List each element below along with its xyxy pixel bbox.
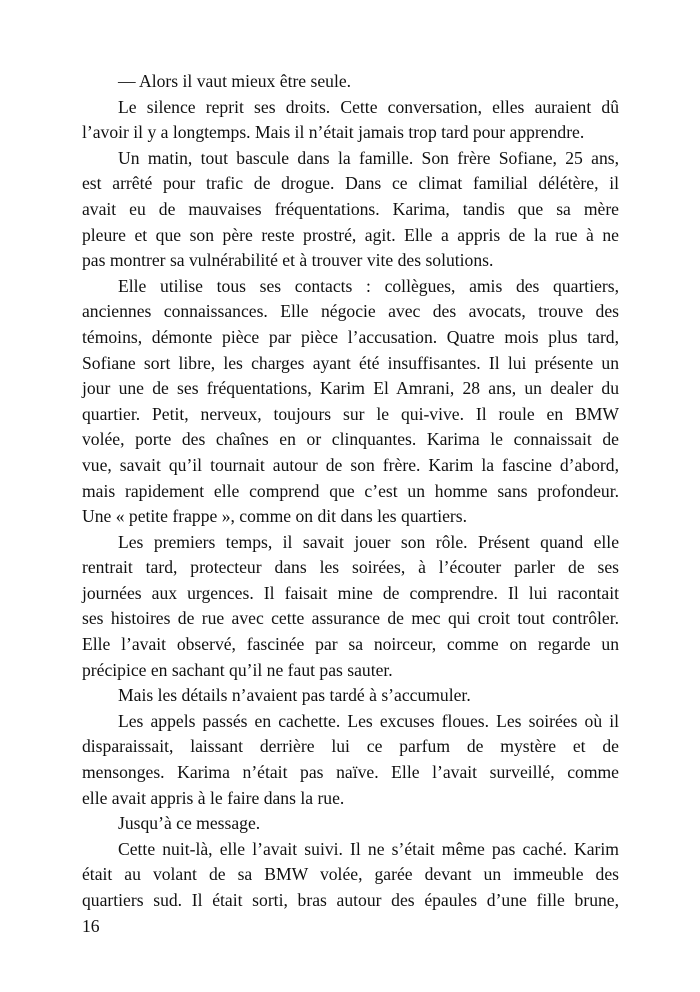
text-line: pleure et que son père reste prostré, agit. Elle a appris de la rue à ne [82,224,619,245]
paragraph [82,274,619,530]
text-line: Elle utilise tous ses contacts : collègues, amis des quartiers, [118,275,619,296]
text-line: jour une de ses fréquentations, Karim El Amrani, 28 ans, un dealer du [82,378,619,399]
text-line: Les appels passés en cachette. Les excuses floues. Les soirées où il [118,710,619,731]
text-line: précipice en sachant qu’il ne faut pas sauter. [82,659,393,680]
text-line: quartier. Petit, nerveux, toujours sur le qui-vive. Il roule en BMW [82,403,619,424]
text-line: Cette nuit-là, elle l’avait suivi. Il ne s’était même pas caché. Karim [118,838,619,859]
text-line: disparaissait, laissant derrière lui ce parfum de mystère et de [82,736,619,757]
text-line: vue, savait qu’il tournait autour de son frère. Karim la fascine d’abord, [82,454,619,475]
text-line: Le silence reprit ses droits. Cette conversation, elles auraient dû [118,96,619,117]
text-line: journées aux urgences. Il faisait mine de comprendre. Il lui racontait [82,582,619,603]
text-line: quartiers sud. Il était sorti, bras autour des épaules d’une fille brune, [82,890,619,910]
paragraph [82,811,619,837]
text-line: mais rapidement elle comprend que c’est un homme sans profondeur. [82,480,619,501]
paragraph [82,69,619,95]
paragraph [82,709,619,811]
text-line: était au volant de sa BMW volée, garée devant un immeuble des [82,864,619,885]
text-line: — Alors il vaut mieux être seule. [118,71,352,91]
text-line: Une « petite frappe », comme on dit dans les quartiers. [82,506,467,527]
page-number: 16 [82,916,100,936]
text-line: anciennes connaissances. Elle négocie avec des avocats, trouve des [82,301,619,322]
text-line: l’avoir il y a longtemps. Mais il n’était jamais trop tard pour apprendre. [82,122,585,143]
text-line: volée, porte des chaînes en or clinquantes. Karima le connaissait de [82,429,619,450]
body-text [82,69,619,914]
text-line: mensonges. Karima n’était pas naïve. Elle l’avait surveillé, comme [82,762,619,783]
paragraph [82,683,619,709]
text-line: témoins, démonte pièce par pièce l’accusation. Quatre mois plus tard, [82,326,619,347]
text-line: Elle l’avait observé, fascinée par sa noirceur, comme on regarde un [82,634,619,655]
text-line: Un matin, tout bascule dans la famille. Son frère Sofiane, 25 ans, [118,147,619,168]
text-line: est arrêté pour trafic de drogue. Dans ce climat familial délétère, il [82,173,619,194]
text-line: rentrait tard, protecteur dans les soirées, à l’écouter parler de ses [82,557,619,578]
text-line: Jusqu’à ce message. [118,813,261,834]
text-line: Sofiane sort libre, les charges ayant été insuffisantes. Il lui présente un [82,352,619,373]
text-line: Les premiers temps, il savait jouer son rôle. Présent quand elle [118,531,619,552]
text-line: pas montrer sa vulnérabilité et à trouver vite des solutions. [82,250,494,271]
paragraph [82,837,619,914]
paragraph [82,530,619,684]
text-line: avait eu de mauvaises fréquentations. Karima, tandis que sa mère [82,198,619,219]
text-line: Mais les détails n’avaient pas tardé à s’accumuler. [118,685,471,706]
text-line: ses histoires de rue avec cette assurance de mec qui croit tout contrôler. [82,608,619,629]
paragraph [82,146,619,274]
paragraph [82,95,619,146]
text-line: elle avait appris à le faire dans la rue. [82,787,345,808]
